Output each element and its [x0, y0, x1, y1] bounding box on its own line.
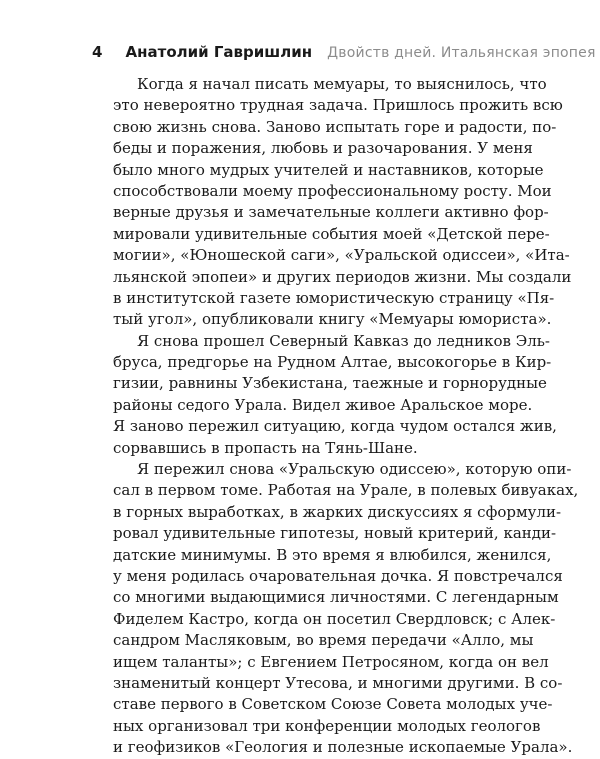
text-line: Я снова прошел Северный Кавказ до ледников Эль- — [137, 331, 550, 350]
text-line: районы седого Урала. Видел живое Аральское море. — [113, 395, 533, 414]
text-line: знаменитый концерт Утесова, и многими другими. В со- — [113, 673, 563, 692]
text-line: Когда я начал писать мемуары, то выяснилось, что — [137, 75, 547, 93]
text-line: мировали удивительные события моей «Детской пере- — [113, 224, 550, 243]
text-line: гизии, равнины Узбекистана, таежные и горнорудные — [113, 374, 547, 393]
author-name: Анатолий Гавришлин — [125, 43, 313, 61]
text-line: способствовали моему профессиональному росту. Мои — [113, 181, 552, 200]
text-line: ровал удивительные гипотезы, новый критерий, канди- — [113, 524, 557, 543]
main-text — [113, 74, 579, 759]
text-line: верные друзья и замечательные коллеги активно фор- — [113, 203, 549, 222]
text-line: у меня родилась очаровательная дочка. Я повстречался — [113, 566, 563, 585]
paragraph — [113, 74, 572, 331]
text-line: в горных выработках, в жарких дискуссиях я сформули- — [113, 502, 562, 521]
text-line: сал в первом томе. Работая на Урале, в полевых бивуаках, — [113, 481, 579, 500]
text-line: это невероятно трудная задача. Пришлось прожить всю — [113, 96, 563, 115]
text-line: могии», «Юношеской саги», «Уральской одиссеи», «Ита- — [113, 246, 570, 265]
text-line: ищем таланты»; с Евгением Петросяном, когда он вел — [113, 652, 549, 671]
text-line: ставе первого в Советском Союзе Совета молодых уче- — [113, 695, 553, 714]
page-number: 4 — [92, 43, 103, 61]
text-line: Фиделем Кастро, когда он посетил Свердловск; с Алек- — [113, 609, 556, 628]
text-line: тый угол», опубликовали книгу «Мемуары юмориста». — [113, 310, 552, 329]
running-header — [92, 42, 596, 66]
text-line: в институтской газете юмористическую страницу «Пя- — [113, 288, 555, 307]
text-line: датские минимумы. В это время я влюбился, женился, — [113, 545, 552, 564]
text-line: было много мудрых учителей и наставников, которые — [113, 160, 544, 179]
paragraph — [113, 459, 579, 758]
text-line: льянской эпопеи» и других периодов жизни. Мы создали — [113, 267, 572, 286]
text-line: сандром Масляковым, во время передачи «Алло, мы — [113, 631, 534, 650]
book-title: Двойств дней. Итальянская эпопея — [327, 45, 596, 61]
text-line: и геофизиков «Геология и полезные ископаемые Урала». — [113, 738, 573, 757]
text-line: беды и поражения, любовь и разочарования. У меня — [113, 139, 533, 158]
text-line: бруса, предгорье на Рудном Алтае, высокогорье в Кир- — [113, 353, 552, 372]
text-line: ных организовал три конференции молодых геологов — [113, 716, 541, 735]
text-line: Я заново пережил ситуацию, когда чудом остался жив, — [113, 417, 557, 436]
text-line: свою жизнь снова. Заново испытать горе и радости, по- — [113, 117, 557, 136]
text-line: Я пережил снова «Уральскую одиссею», которую опи- — [137, 460, 572, 479]
text-line: сорвавшись в пропасть на Тянь-Шане. — [113, 438, 418, 457]
text-line: со многими выдающимися личностями. С легендарным — [113, 588, 559, 607]
paragraph — [113, 331, 557, 459]
